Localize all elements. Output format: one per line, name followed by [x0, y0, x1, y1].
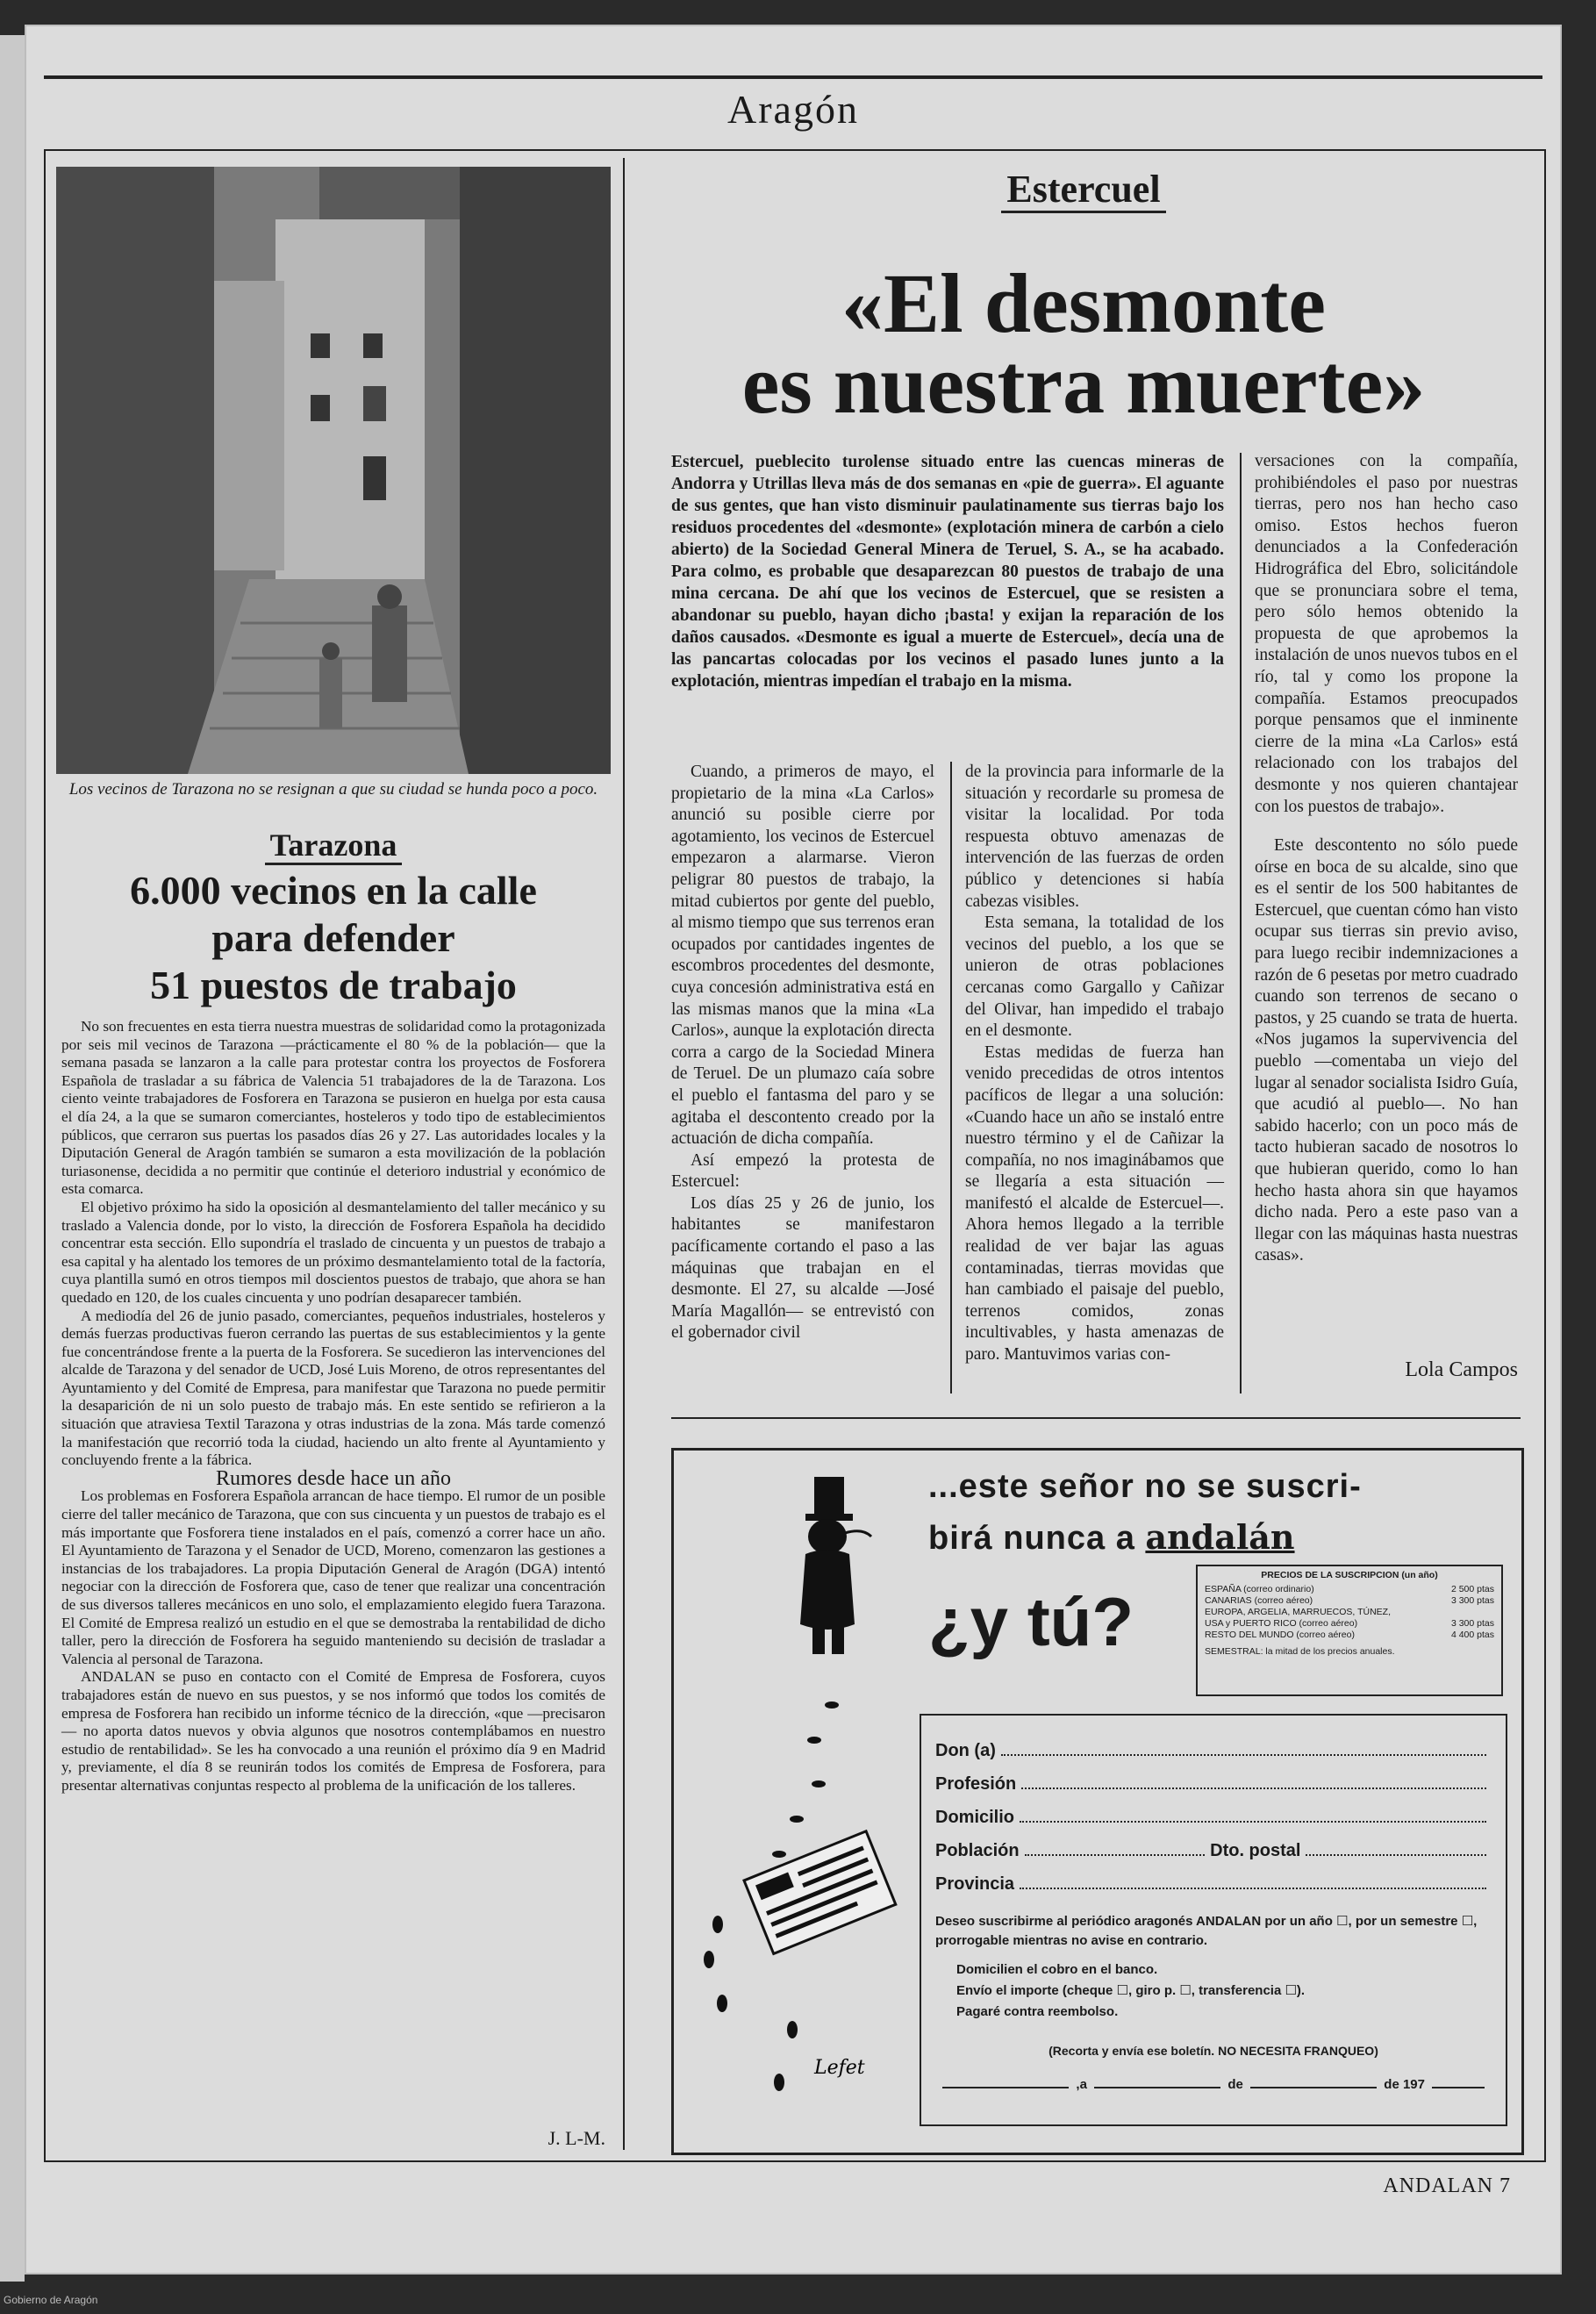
field-provincia[interactable] [935, 1861, 1492, 1895]
left-headline-line-2: para defender [211, 915, 455, 960]
field-line[interactable] [1001, 1754, 1486, 1756]
column-divider [623, 158, 625, 2150]
field-line[interactable] [1020, 1888, 1486, 1889]
ad-line-2-text: birá nunca a [928, 1520, 1135, 1557]
paragraph: de la provincia para informarle de la situación y recordarle su promesa de visitar la localidad. Por toda respuesta obtuvo amenazas de intervención de las fuerzas de orden público y detenciones si había cabezas visibles. [965, 763, 1224, 911]
price-row [1205, 1595, 1494, 1607]
left-headline [56, 867, 611, 1009]
payment-option[interactable]: Pagaré contra reembolso. [956, 2004, 1119, 2019]
paragraph: ANDALAN se puso en contacto con el Comité de Empresa de Fosforera, cuyos trabajadores están de nuevo en sus puestos, y se nos informó que todos los comités de empresa de Fosforera han recibido un informe técnico de la dirección, «que —precisaron— no aporta datos nuevos y obvia algunos que nosotros contemplábamos en nuestro estudio de rentabilidad». Se les ha convocado a una reunión el próximo día 9 en Madrid y, previamente, el día 8 se reunirán todos los comités de Empresa de Fosforera, para presentar alternativas conjuntas respecto al problema de la unificación de los talleres. [61, 1668, 605, 1794]
price-row [1205, 1584, 1494, 1595]
payment-options [935, 1959, 1492, 2023]
field-label: Población [935, 1841, 1020, 1860]
left-subhead: Rumores desde hace un año [216, 1466, 451, 1490]
paragraph: A mediodía del 26 de junio pasado, comerciantes, pequeños industriales, hosteleros y demás fuerzas productivas fueron cerrando las puertas de sus establecimientos y la gente fue concentrándose frente a la puerta de la Fosforera. Se sucedieron las intervenciones del alcalde de Tarazona y del senador de UCD, José Luis Moreno, de otros representantes del Ayuntamiento y del Comité de Empresa, para manifestar que Tarazona no puede permitir la desaparición de ni un solo puesto de trabajo más. En este sentido se refirieron a la situación que atraviesa Textil Tarazona y otras industrias de la zona. Más tarde comenzó la manifestación que recorrió toda la ciudad, haciendo un alto frente al Ayuntamiento y concluyendo frente a la fábrica. [61, 1307, 605, 1469]
price-table-title: PRECIOS DE LA SUSCRIPCION (un año) [1261, 1570, 1438, 1580]
paragraph: Los días 25 y 26 de junio, los habitantes se manifestaron pacíficamente cortando el paso a las máquinas que trabajan en el desmonte. El 27, su alcalde —José María Magallón— se entrevistó con el gobernador civil [671, 1193, 934, 1343]
field-poblacion[interactable] [935, 1828, 1492, 1861]
left-kicker [56, 827, 611, 863]
price-value: 3 300 ptas [1450, 1618, 1494, 1629]
field-domicilio[interactable] [935, 1795, 1492, 1828]
price-value: 2 500 ptas [1450, 1584, 1494, 1594]
payment-option[interactable]: Domicilien el cobro en el banco. [956, 1962, 1158, 1977]
field-label: Profesión [935, 1774, 1017, 1794]
price-label: CANARIAS (correo aéreo) [1205, 1595, 1313, 1606]
adjacent-page-edge [0, 35, 25, 2282]
column-divider [950, 762, 952, 1393]
right-column-3 [1255, 451, 1518, 1267]
field-profesion[interactable] [935, 1761, 1492, 1795]
field-label: Don (a) [935, 1741, 996, 1760]
andalan-logo: andalán [1145, 1517, 1295, 1557]
paragraph: Cuando, a primeros de mayo, el propietario de la mina «La Carlos» anunció su posible cierre por agotamiento, los vecinos de Estercuel empezaron a alarmarse. Vieron peligrar 80 puestos de trabajo, la mitad cubiertos por gente del pueblo, al mismo tiempo que sus terrenos eran ocupados por cantidades ingentes de escombros procedentes del desmonte, cuya concesión administrativa está en las mismas manos que la mina «La Carlos», aunque la explotación directa corra a cargo de la Sociedad Minera de Teruel. De un plumazo caía sobre el pueblo el fantasma del paro y se agitaba el descontento creado por la actuación de dicha compañía. [671, 763, 935, 1149]
payment-option[interactable]: Envío el importe (cheque ☐, giro p. ☐, transferencia ☐). [956, 1983, 1306, 1998]
paragraph: versaciones con la compañía, prohibiéndoles el paso por nuestras tierras, pero nos han hecho caso omiso. Estos hechos fueron denunciados a la Confederación Hidrográfica del Ebro, solicitándole que se pronunciara sobre el tema, pero sólo hemos obtenido la propuesta de que aprobemos la instalación de unos nuevos tubos en el río, tal y como los propone la compañía. Estamos preocupados porque pensamos que el inminente cierre de la mina «La Carlos» está relacionado con los trabajos del desmonte y nos quieren chantajear con los puestos de trabajo». [1255, 452, 1518, 816]
right-column-2 [965, 762, 1224, 1366]
date-blank[interactable] [942, 2077, 1069, 2088]
left-signature: J. L-M. [548, 2127, 605, 2149]
walking-man-illustration [683, 1468, 920, 2144]
ad-line-2 [928, 1517, 1295, 1558]
horizontal-rule [671, 1417, 1521, 1419]
field-label: Dto. postal [1210, 1841, 1301, 1860]
right-kicker-text: Estercuel [1001, 168, 1165, 213]
subscription-ad [671, 1448, 1524, 2155]
paragraph: Este descontento no sólo puede oírse en boca de su alcalde, sino que es el sentir de los 500 habitantes de Estercuel, que cuentan cómo han visto ocupar sus tierras sin previo aviso, para luego recibir indemnizaciones a razón de 6 pesetas por metro cuadrado cuando son terrenos de secano o pastos, y 25 cuando se trata de huerta. «Nos jugamos la supervivencia del pueblo —comentaba un viejo del lugar al senador socialista Isidro Guía, que acudió al pueblo—. No han sabido hacerlo; con un poco más de tacto hubieran sacado de nosotros lo que hubieran querido, como lo han hecho hasta ahora sin que hayamos dicho nada. Pero a este paso van a llegar con las máquinas hasta nuestras casas». [1255, 836, 1518, 1265]
date-blank[interactable] [1432, 2077, 1485, 2088]
price-label: RESTO DEL MUNDO (correo aéreo) [1205, 1630, 1355, 1640]
date-blank[interactable] [1094, 2077, 1220, 2088]
date-line [935, 2077, 1492, 2092]
date-text: ,a [1076, 2077, 1087, 2092]
street-photo [56, 167, 611, 774]
price-label: ESPAÑA (correo ordinario) [1205, 1584, 1314, 1594]
left-article-body [61, 1018, 605, 1795]
section-title: Aragón [727, 87, 859, 132]
right-headline-line-1: «El desmonte [841, 256, 1326, 350]
field-label: Domicilio [935, 1808, 1015, 1827]
field-line[interactable] [1025, 1854, 1206, 1856]
date-text: de 197 [1384, 2077, 1425, 2092]
column-divider [1240, 453, 1242, 1393]
right-kicker [641, 167, 1527, 211]
price-row [1205, 1607, 1494, 1630]
field-label: Provincia [935, 1874, 1015, 1894]
page-footer: ANDALAN 7 [1383, 2174, 1511, 2197]
subscription-form [920, 1714, 1507, 2126]
price-row [1205, 1646, 1494, 1658]
right-signature: Lola Campos [1405, 1358, 1518, 1381]
price-table [1196, 1565, 1503, 1696]
field-line[interactable] [1306, 1854, 1486, 1856]
ad-line-1: ...este señor no se suscri- [928, 1468, 1362, 1505]
subscribe-text: Deseo suscribirme al periódico aragonés ANDALAN por un año ☐, por un semestre ☐, prorrogable mientras no avise en contrario. [935, 1914, 1478, 1948]
field-line[interactable] [1021, 1787, 1486, 1789]
right-column-1 [671, 762, 934, 1344]
date-blank[interactable] [1250, 2077, 1377, 2088]
price-value: 4 400 ptas [1450, 1630, 1494, 1640]
right-lead: Estercuel, pueblecito turolense situado entre las cuencas mineras de Andorra y Utrillas lleva más de dos semanas en «pie de guerra». El aguante de sus gentes, que han visto disminuir paulatinamente sus tierras bajo los residuos procedentes del «desmonte» (explotación minera de carbón a cielo abierto) de la Sociedad General Minera de Teruel, S. A., se ha acabado. Para colmo, es probable que desaparezcan 80 puestos de trabajo de una mina cercana. De ahí que los vecinos de Estercuel, que se resisten a abandonar su pueblo, hayan dicho ¡basta! y exijan la reparación de los daños causados. «Desmonte es igual a muerte de Estercuel», decía una de las pancartas colocadas por los vecinos el pasado lunes junto a la explotación, mientras impedían el trabajo en la misma. [671, 453, 1224, 691]
field-line[interactable] [1020, 1821, 1486, 1823]
artist-signature: Lefet [814, 2057, 865, 2079]
paragraph: No son frecuentes en esta tierra nuestra muestras de solidaridad como la protagonizada por seis mil vecinos de Tarazona —prácticamente el 80 % de la población— que la semana pasada se lanzaron a la calle para protestar contra los proyectos de Fosforera Española de trasladar a su fábrica de Valencia 51 trabajadores de la de Tarazona. Los ciento veinte trabajadores de Fosforera en Tarazona se pusieron en huelga por esta causa el día 24, a la que se sumaron comerciantes, hosteleros y todo tipo de establecimientos públicos, que cerraron sus puertas los pasados días 26 y 27. Las autoridades locales y la Diputación General de Aragón también se sumaron a esta movilización de la población turiasonense, decidida a no permitir que continúe el deterioro industrial y económico de esta comarca. [61, 1018, 605, 1198]
cut-note: (Recorta y envía ese boletín. NO NECESITA FRANQUEO) [1048, 2044, 1378, 2058]
ad-question: ¿y tú? [928, 1583, 1134, 1660]
left-kicker-text: Tarazona [265, 827, 403, 865]
paragraph: El objetivo próximo ha sido la oposición al desmantelamiento del taller mecánico y su traslado a Valencia donde, por lo visto, la dirección de Fosforera Española ha decidido concentrar esta sección. Ello supondría el traslado de cincuenta y un puestos de trabajo a esa capital y ha alentado los temores de un próximo desmantelamiento total de la factoría, cuya plantilla sumó en otros tiempos mil doscientos puestos de trabajo, que ahora se han quedado en 120, de los cuales cincuenta y uno podrían desaparecer también. [61, 1198, 605, 1306]
top-rule [44, 75, 1542, 79]
left-headline-line-1: 6.000 vecinos en la calle [130, 868, 537, 913]
semestral-note: SEMESTRAL: la mitad de los precios anuales. [1205, 1646, 1395, 1657]
price-row [1205, 1630, 1494, 1641]
right-headline-line-2: es nuestra muerte» [741, 337, 1426, 431]
price-value: 3 300 ptas [1450, 1595, 1494, 1606]
date-text: de [1227, 2077, 1243, 2092]
newspaper-page [26, 26, 1560, 2273]
field-don[interactable] [935, 1728, 1492, 1761]
right-headline [641, 256, 1527, 431]
archive-credit: Gobierno de Aragón [4, 2294, 98, 2306]
left-headline-line-3: 51 puestos de trabajo [150, 963, 517, 1007]
photo-caption: Los vecinos de Tarazona no se resignan a que su ciudad se hunda poco a poco. [68, 780, 598, 799]
paragraph: Los problemas en Fosforera Española arrancan de hace tiempo. El rumor de un posible cierre del taller mecánico de Tarazona, que con sus cincuenta y un puestos de trabajo es el más importante que Fosforera tiene instalados en el país, comenzó a correr hace un año. El Ayuntamiento de Tarazona y el Senador de UCD, Moreno, comenzaron las gestiones a instancias de los trabajadores. La propia Diputación General de Aragón (DGA) intentó negociar con la dirección de Fosforera que, caso de tener que realizar una concentración de sus diversos talleres mecánicos en uno solo, el emplazamiento elegido fuera Tarazona. El Comité de Empresa realizó un estudio en el que se demostraba la rentabilidad de dicho taller, pero la dirección de Fosforera ha seguido manteniendo su decisión de trasladar a Valencia al personal de Tarazona. [61, 1487, 605, 1667]
paragraph: Estas medidas de fuerza han venido precedidas de otros intentos pacíficos de llegar a una solución: «Cuando hace un año se instaló entre nuestro término y el de Cañizar la compañía, no nos imaginábamos que se llegaría a esta situación —manifestó el alcalde de Estercuel—. Ahora hemos llegado a la terrible realidad de ver bajar las aguas contaminadas, tierras movidas que han cambiado el paisaje del pueblo, terrenos comidos, zonas incultivables, y hasta amenazas de paro. Mantuvimos varias con- [965, 1042, 1224, 1365]
price-label: EUROPA, ARGELIA, MARRUECOS, TÚNEZ, USA y PUERTO RICO (correo aéreo) [1205, 1607, 1391, 1629]
paragraph: Así empezó la protesta de Estercuel: [671, 1150, 934, 1192]
paragraph: Esta semana, la totalidad de los vecinos del pueblo, a los que se unieron de otras poblaciones cercanas como Gargallo y Cañizar del Olivar, han impedido el trabajo en el desmonte. [965, 913, 1224, 1041]
